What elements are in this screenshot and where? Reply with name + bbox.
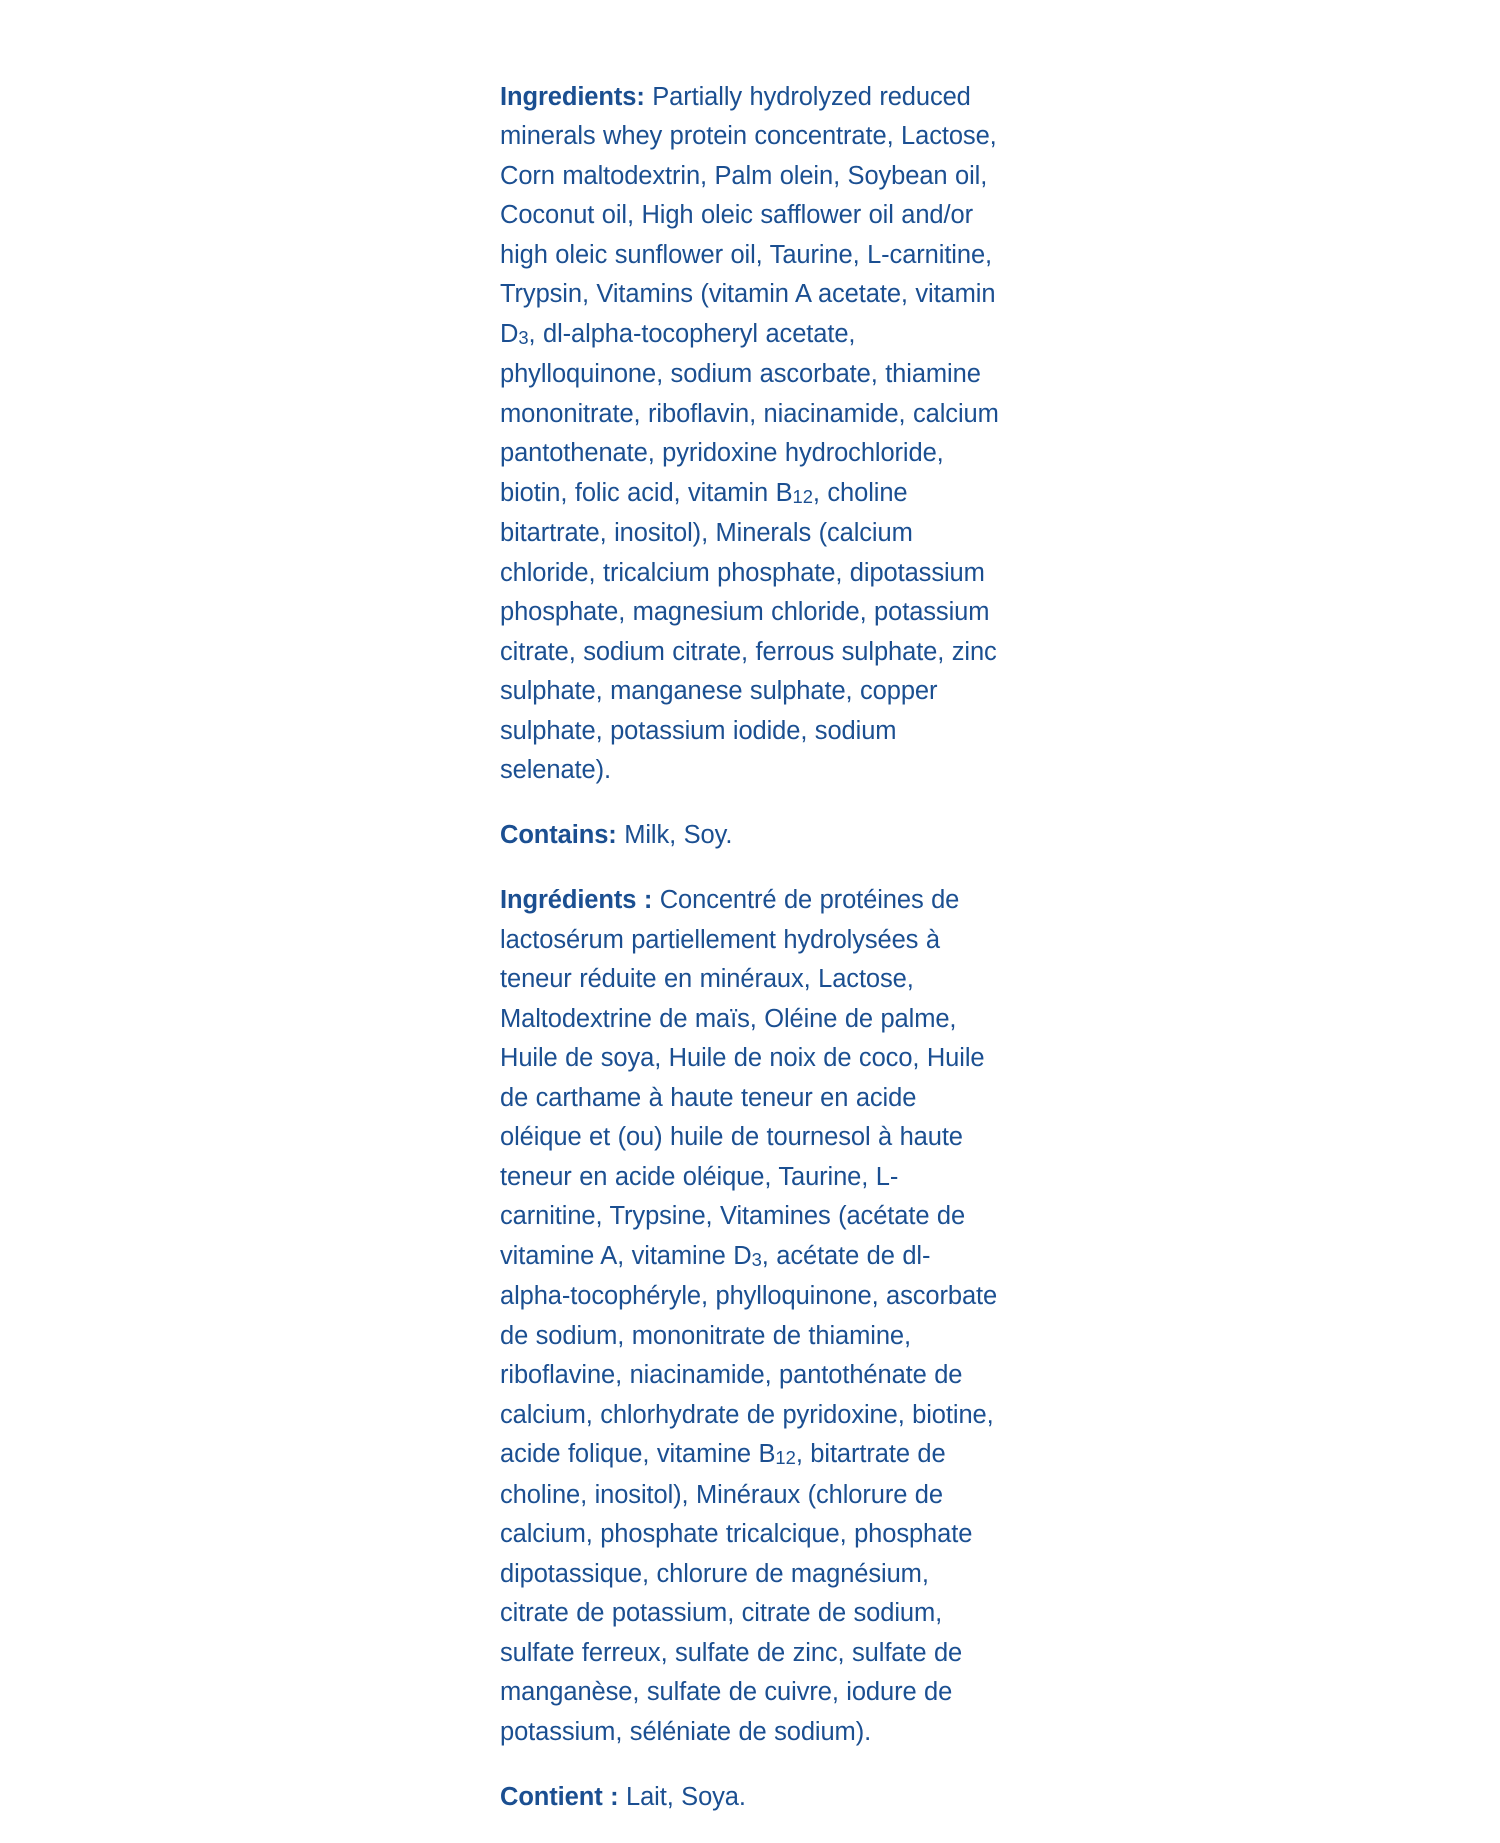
ingredients-french-label: Ingrédients : [500,886,653,914]
contains-english-text: Milk, Soy. [624,821,733,849]
ingredient-label-panel [500,52,1000,1843]
contains-english-label: Contains: [500,821,617,849]
ingredients-french-paragraph [500,881,1000,1752]
ingredients-french-text: Concentré de protéines de lactosérum partiellement hydrolysées à teneur réduite en minéraux, Lactose, Maltodextrine de maïs, Oléine de palme, Huile de soya, Huile de noix de coco, Huile de carthame à haute teneur en acide oléique et (ou) huile de tournesol à haute teneur en acide oléique, Taurine, L-carnitine, Trypsine, Vitamines (acétate de vitamine A, vitamine D3, acétate de dl-alpha-tocophéryle, phylloquinone, ascorbate de sodium, mononitrate de thiamine, riboflavine, niacinamide, pantothénate de calcium, chlorhydrate de pyridoxine, biotine, acide folique, vitamine B12, bitartrate de choline, inositol), Minéraux (chlorure de calcium, phosphate tricalcique, phosphate dipotassique, chlorure de magnésium, citrate de potassium, citrate de sodium, sulfate ferreux, sulfate de zinc, sulfate de manganèse, sulfate de cuivre, iodure de potassium, séléniate de sodium). [500,886,998,1746]
contains-english-paragraph [500,816,1000,856]
contains-french-block [500,1778,1000,1818]
ingredients-english-label: Ingredients: [500,82,645,111]
contains-french-label: Contient : [500,1782,619,1811]
ingredients-english-block [500,78,1000,791]
contains-english-block [500,816,1000,856]
contains-french-text: Lait, Soya. [625,1782,746,1811]
ingredients-english-paragraph [500,78,1000,791]
ingredients-french-block [500,881,1000,1752]
ingredients-english-text: Partially hydrolyzed reduced minerals whey protein concentrate, Lactose, Corn maltodextrin, Palm olein, Soybean oil, Coconut oil, High oleic safflower oil and/or high oleic sunflower oil, Taurine, L-carnitine, Trypsin, Vitamins (vitamin A acetate, vitamin D3, dl-alpha-tocopheryl acetate, phylloquinone, sodium ascorbate, thiamine mononitrate, riboflavin, niacinamide, calcium pantothenate, pyridoxine hydrochloride, biotin, folic acid, vitamin B12, choline bitartrate, inositol), Minerals (calcium chloride, tricalcium phosphate, dipotassium phosphate, magnesium chloride, potassium citrate, sodium citrate, ferrous sulphate, zinc sulphate, manganese sulphate, copper sulphate, potassium iodide, sodium selenate). [500,82,999,784]
contains-french-paragraph [500,1778,1000,1818]
